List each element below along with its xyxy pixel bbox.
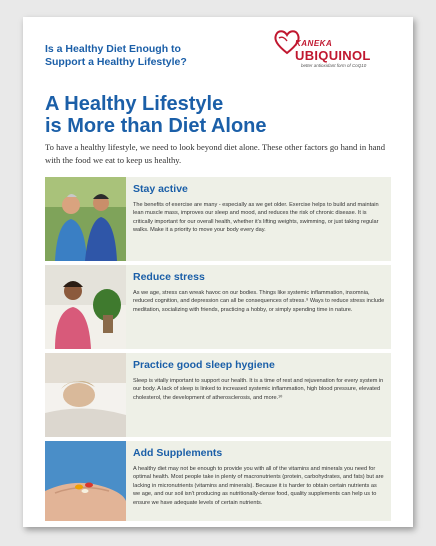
section-body: The benefits of exercise are many - especially as we get older. Exercise helps to build and maintain lean muscle mass, improves our sleep and mood, and reduces the risk of chronic disease. It is critically important for our overall health, whether it's lifting weights, swimming, or just taking regular walks. Make it a priority to move your body every day. [133, 202, 379, 234]
sleeping-woman-photo [45, 353, 126, 437]
section-add-supplements [45, 441, 391, 521]
header-question-line1: Is a Healthy Diet Enough to [45, 43, 181, 55]
brand-ubiquinol: UBIQUINOL [295, 48, 371, 63]
page-title-line2: is More than Diet Alone [45, 115, 267, 137]
brand-tagline: better antioxidant form of CoQ10 [301, 63, 367, 68]
header-question [45, 43, 187, 69]
section-reduce-stress [45, 265, 391, 349]
intro-paragraph: To have a healthy lifestyle, we need to look beyond diet alone. These other factors go hand in hand with the food we eat to keep us healthy. [45, 142, 386, 165]
section-body: Sleep is vitally important to support our health. It is a time of rest and rejuvenation for every system in our body. A lack of sleep is linked to increased systemic inflammation, high blood pressure, elevated cholesterol, the development of atherosclerosis, and more.¹⁰ [133, 378, 384, 401]
section-stay-active [45, 177, 391, 261]
document-page [23, 17, 413, 527]
exercise-couple-photo [45, 177, 126, 261]
section-heading: Practice good sleep hygiene [133, 359, 275, 371]
page-title-line1: A Healthy Lifestyle [45, 93, 224, 115]
page-title [45, 93, 395, 137]
section-heading: Reduce stress [133, 271, 205, 283]
section-body: As we age, stress can wreak havoc on our bodies. Things like systemic inflammation, insomnia, reduced cognition, and depression can all be consequences of stress.⁹ Ways to reduce stress include meditation, socializing with friends, practicing a hobby, or simply spending time in nature. [133, 290, 385, 313]
section-sleep-hygiene [45, 353, 391, 437]
section-heading: Stay active [133, 183, 188, 195]
section-heading: Add Supplements [133, 447, 223, 459]
supplements-hand-photo [45, 441, 126, 521]
brand-kaneka: KANEKA [295, 39, 333, 48]
section-body: A healthy diet may not be enough to provide you with all of the vitamins and minerals you need for optimal health. Most people take in plenty of macronutrients (protein, carbohydrates, and fats) but are lacking in micronutrients (vitamins and minerals). Because it is harder to obtain certain nutrients as we age, and our soil isn't producing as nutritionally-dense food, quality supplements can help us to ensure we have adequate levels of certain nutrients. [133, 466, 384, 506]
meditating-woman-photo [45, 265, 126, 349]
brand-logo [273, 29, 393, 71]
header-question-line2: Support a Healthy Lifestyle? [45, 56, 187, 68]
